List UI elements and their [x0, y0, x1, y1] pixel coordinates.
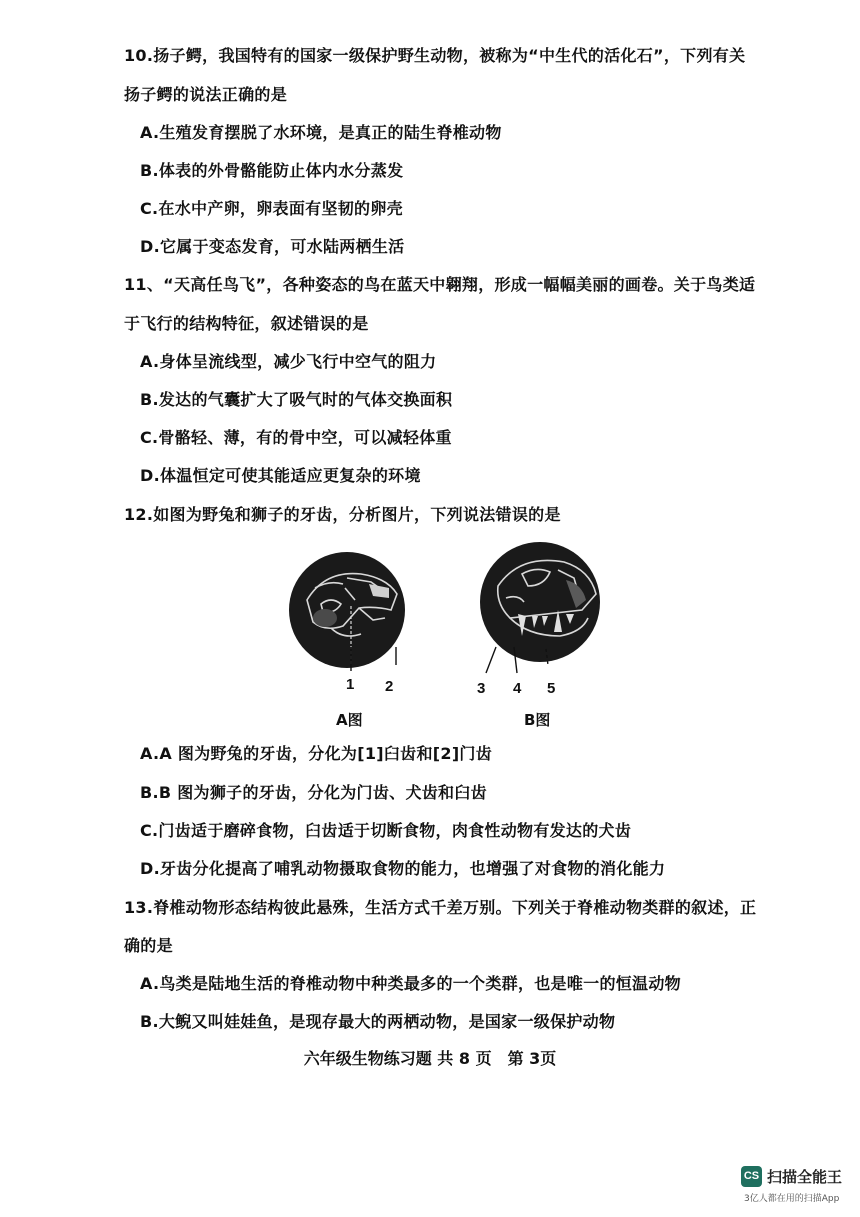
question-13-stem-line2: 确的是	[124, 936, 173, 955]
question-12-option-a: A.A 图为野兔的牙齿，分化为[1]臼齿和[2]门齿	[140, 744, 493, 763]
page-footer: 六年级生物练习题 共 8 页 第 3页	[303, 1049, 557, 1068]
question-13-option-b: B.大鲵又叫娃娃鱼，是现存最大的两栖动物，是国家一级保护动物	[140, 1012, 616, 1031]
question-11-stem-line1: 11、“天高任鸟飞”，各种姿态的鸟在蓝天中翱翔，形成一幅幅美丽的画卷。关于鸟类适	[124, 275, 756, 294]
question-12-option-d: D.牙齿分化提高了哺乳动物摄取食物的能力，也增强了对食物的消化能力	[140, 859, 666, 878]
lion-label-4: 4	[513, 680, 522, 697]
question-11-option-b: B.发达的气囊扩大了吸气时的气体交换面积	[140, 390, 453, 409]
figure-b-caption: B图	[524, 711, 551, 729]
lion-label-5: 5	[547, 680, 556, 697]
camscanner-tagline: 3亿人都在用的扫描App	[744, 1194, 840, 1204]
question-10-option-b: B.体表的外骨骼能防止体内水分蒸发	[140, 161, 404, 180]
rabbit-label-1: 1	[346, 676, 355, 693]
camscanner-logo-icon: CS	[741, 1166, 762, 1187]
question-10-stem-line2: 扬子鳄的说法正确的是	[124, 85, 288, 104]
question-12-stem: 12.如图为野兔和狮子的牙齿，分析图片，下列说法错误的是	[124, 505, 561, 524]
lion-label-3: 3	[477, 680, 486, 697]
question-13-option-a: A.鸟类是陆地生活的脊椎动物中种类最多的一个类群，也是唯一的恒温动物	[140, 974, 681, 993]
question-11-option-c: C.骨骼轻、薄，有的骨中空，可以减轻体重	[140, 428, 452, 447]
question-11-option-d: D.体温恒定可使其能适应更复杂的环境	[140, 466, 421, 485]
question-10-option-a: A.生殖发育摆脱了水环境，是真正的陆生脊椎动物	[140, 123, 502, 142]
question-12-option-c: C.门齿适于磨碎食物，臼齿适于切断食物，肉食性动物有发达的犬齿	[140, 821, 632, 840]
question-10-option-d: D.它属于变态发育，可水陆两栖生活	[140, 237, 405, 256]
rabbit-label-2: 2	[385, 678, 394, 695]
question-10-stem-line1: 10.扬子鳄，我国特有的国家一级保护野生动物，被称为“中生代的活化石”，下列有关	[124, 46, 746, 65]
question-13-stem-line1: 13.脊椎动物形态结构彼此悬殊，生活方式千差万别。下列关于脊椎动物类群的叙述，正	[124, 898, 757, 917]
question-11-stem-line2: 于飞行的结构特征，叙述错误的是	[124, 314, 369, 333]
figure-a-caption: A图	[336, 711, 363, 729]
lion-pointer-lines	[478, 645, 558, 679]
question-10-option-c: C.在水中产卵，卵表面有坚韧的卵壳	[140, 199, 403, 218]
camscanner-name: 扫描全能王	[767, 1168, 843, 1186]
question-11-option-a: A.身体呈流线型，减少飞行中空气的阻力	[140, 352, 437, 371]
question-12-option-b: B.B 图为狮子的牙齿，分化为门齿、犬齿和臼齿	[140, 783, 487, 802]
rabbit-pointer-lines	[340, 645, 410, 675]
